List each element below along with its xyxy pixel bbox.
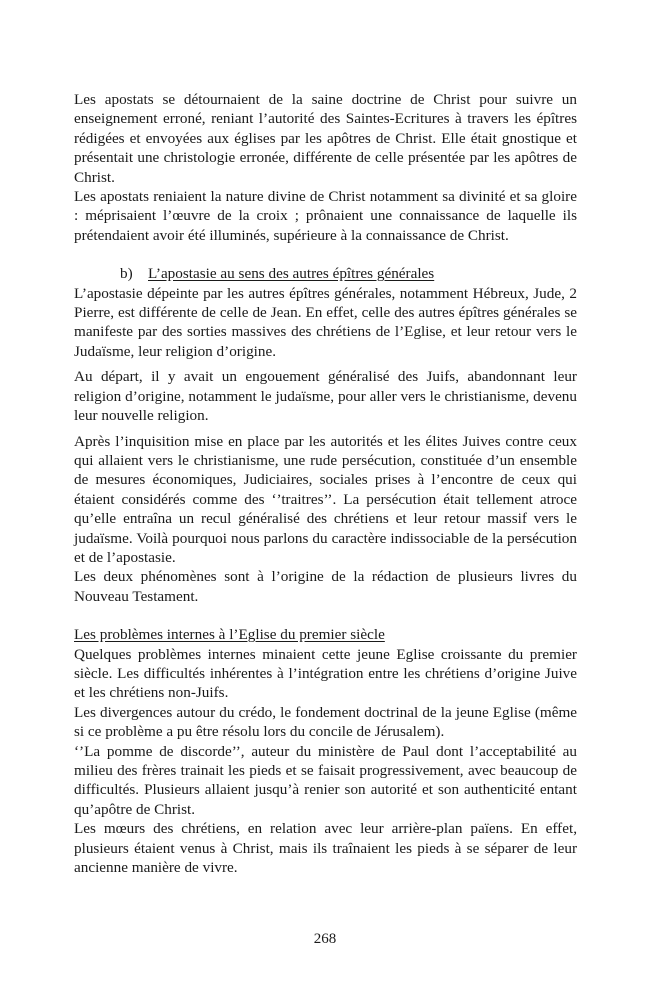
section-problems-heading: Les problèmes internes à l’Eglise du premier siècle <box>74 626 385 644</box>
page-number: 268 <box>313 931 337 947</box>
paragraph-apostats-nature: Les apostats reniaient la nature divine de Christ notamment sa divinité et sa gloire : méprisaient l’œuvre de la croix ; prônaient une connaissance de laquelle ils prétendaient avoir été illuminés, supérieure à la connaissance de Christ. <box>74 188 577 244</box>
paragraph-divergences: Les divergences autour du crédo, le fondement doctrinal de la jeune Eglise (même si ce problème a pu être résolu lors du concile de Jérusalem). <box>74 703 577 741</box>
section-b-label: b) <box>120 265 133 283</box>
paragraph-pomme-discorde: ‘’La pomme de discorde’’, auteur du ministère de Paul dont l’acceptabilité au milieu des frères trainait les pieds et se faisait progressivement, avec beaucoup de difficultés. Plusieurs allaient jusqu’à renier son autorité et son authenticité entant qu’apôtre de Christ. <box>74 742 577 818</box>
paragraph-engouement: Au départ, il y avait un engouement généralisé des Juifs, abandonnant leur religion d’origine, notamment le judaïsme, pour aller vers le christianisme, devenu leur nouvelle religion. <box>74 368 577 425</box>
section-b-title: L’apostasie au sens des autres épîtres générales <box>148 265 435 283</box>
paragraph-apostasie-epitres: L’apostasie dépeinte par les autres épîtres générales, notamment Hébreux, Jude, 2 Pierre, est différente de celle de Jean. En effet, celle des autres épîtres générales se manifeste par des sorties massives des chrétiens de l’Eglise, et leur retour vers le Judaïsme, leur religion d’origine. <box>74 284 577 360</box>
paragraph-inquisition: Après l’inquisition mise en place par les autorités et les élites Juives contre ceux qui allaient vers le christianisme, une rude persécution, constituée d’un ensemble de mesures économiques, Judiciaires, sociales prises à l’encontre de ceux qui étaient considérés comme des ‘’traitres’’. La persécution était tellement atroce qu’elle entraîna un recul généralisé des chrétiens et leur retour massif vers le judaïsme. Voilà pourquoi nous parlons du caractère indissociable de la persécution et de l’apostasie. <box>74 432 577 566</box>
section-b-heading <box>74 264 577 283</box>
paragraph-problemes-internes: Quelques problèmes internes minaient cette jeune Eglise croissante du premier siècle. Les difficultés inhérentes à l’intégration entre les chrétiens d’origine Juive et les chrétiens non-Juifs. <box>74 645 577 702</box>
paragraph-deux-phenomenes: Les deux phénomènes sont à l’origine de la rédaction de plusieurs livres du Nouveau Testament. <box>74 568 577 605</box>
document-page <box>74 90 577 877</box>
paragraph-moeurs: Les mœurs des chrétiens, en relation avec leur arrière-plan païens. En effet, plusieurs étaient venus à Christ, mais ils traînaient les pieds à se séparer de leur ancienne manière de vivre. <box>74 820 577 877</box>
paragraph-apostats-doctrine: Les apostats se détournaient de la saine doctrine de Christ pour suivre un enseignement erroné, reniant l’autorité des Saintes-Ecritures à travers les épîtres rédigées et envoyées aux églises par les apôtres de Christ. Elle était gnostique et présentait une christologie erronée, différente de celle présentée par les apôtres de Christ. <box>74 91 577 186</box>
